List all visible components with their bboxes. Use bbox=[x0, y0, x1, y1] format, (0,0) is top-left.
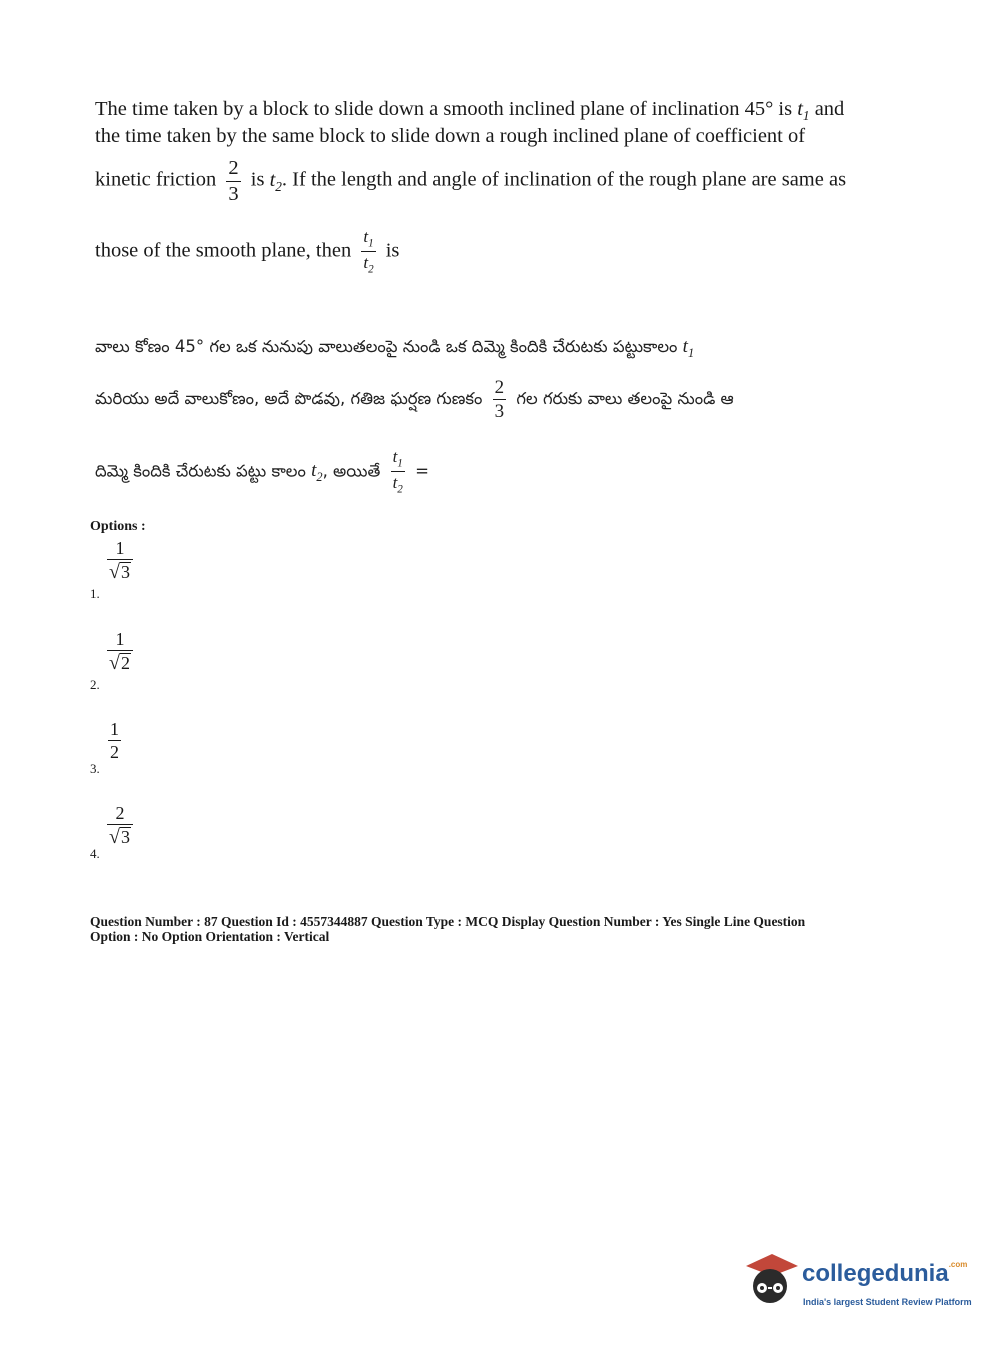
option-3-number: 3. bbox=[90, 761, 100, 776]
options-label: Options : bbox=[90, 519, 146, 534]
fraction-numerator: 1 bbox=[115, 629, 125, 649]
sqrt: √ 3 bbox=[107, 824, 133, 847]
option-4-number: 4. bbox=[90, 846, 100, 861]
question-text: and bbox=[814, 98, 845, 120]
sqrt: √ 2 bbox=[107, 650, 133, 673]
question-text-telugu: , అయితే bbox=[322, 461, 381, 481]
question-text: the time taken by the same block to slide down a rough inclined plane of coefficient of bbox=[95, 125, 806, 147]
question-meta bbox=[90, 914, 890, 944]
fraction-denominator: 3 bbox=[494, 401, 505, 422]
fraction-numerator: 1 bbox=[110, 719, 119, 739]
equals-sign: = bbox=[415, 461, 429, 481]
fraction-denominator: 3 bbox=[228, 182, 239, 205]
question-text-telugu: మరియు అదే వాలుకోణం, అదే పొడవు, గతిజ ఘర్షణ గుణకం bbox=[95, 389, 483, 408]
fraction-numerator: 1 bbox=[115, 538, 125, 558]
friction-fraction bbox=[226, 158, 240, 204]
ratio-fraction: $\frac{t_1}{t_2}$ bbox=[392, 447, 403, 496]
fraction-numerator: 2 bbox=[494, 377, 505, 398]
fraction-numerator: 2 bbox=[115, 803, 125, 823]
question-te-line-3 bbox=[95, 448, 429, 496]
question-te-line-1 bbox=[95, 336, 694, 361]
question-text-telugu: వాలు కోణం 45° గల ఒక నునుపు వాలుతలంపై నుండి ఒక దిమ్మె కిందికి చేరుటకు పట్టుకాలం bbox=[95, 337, 678, 356]
question-en-line-2 bbox=[95, 123, 805, 150]
logo-tagline: India's largest Student Review Platform bbox=[803, 1297, 972, 1307]
question-text: is bbox=[385, 239, 400, 262]
collegedunia-logo[interactable] bbox=[742, 1250, 972, 1310]
meta-line-2: Option : No Option Orientation : Vertical bbox=[90, 929, 330, 944]
question-te-line-2 bbox=[95, 378, 734, 421]
question-text: kinetic friction bbox=[95, 168, 217, 191]
fraction-numerator: 2 bbox=[228, 157, 239, 179]
var-t1: $t_1$ bbox=[797, 98, 810, 124]
option-2-fraction[interactable] bbox=[107, 630, 133, 673]
option-3-fraction[interactable] bbox=[108, 720, 121, 761]
question-en-line-4 bbox=[95, 228, 399, 276]
meta-line-1: Question Number : 87 Question Id : 4557344887 Question Type : MCQ Display Question Number : Yes Single Line Question bbox=[90, 914, 806, 929]
question-text-telugu: గల గరుకు వాలు తలంపై నుండి ఆ bbox=[516, 389, 734, 408]
option-1-fraction[interactable] bbox=[107, 539, 133, 582]
question-text: . If the length and angle of inclination of the rough plane are same as bbox=[281, 168, 847, 191]
var-t2: $t_2$ bbox=[269, 168, 282, 194]
ratio-fraction: $\frac{t_1}{t_2}$ bbox=[363, 227, 374, 276]
mascot-icon bbox=[742, 1250, 800, 1310]
sqrt: √ 3 bbox=[107, 559, 133, 582]
var-t1: $t_1$ bbox=[682, 336, 695, 360]
question-en-line-3 bbox=[95, 158, 846, 204]
question-text: those of the smooth plane, then bbox=[95, 239, 352, 262]
option-4-fraction[interactable] bbox=[107, 804, 133, 847]
var-t2: $t_2$ bbox=[311, 460, 323, 485]
question-text-telugu: దిమ్మె కిందికి చేరుటకు పట్టు కాలం bbox=[95, 461, 306, 481]
friction-fraction bbox=[493, 378, 507, 421]
logo-wordmark: collegedunia$^{.com}$ bbox=[802, 1260, 968, 1287]
option-2-number: 2. bbox=[90, 677, 100, 692]
fraction-denominator: 2 bbox=[110, 742, 119, 762]
question-text: The time taken by a block to slide down a smooth inclined plane of inclination 45° is bbox=[95, 98, 793, 120]
question-text: is bbox=[250, 168, 265, 191]
option-1-number: 1. bbox=[90, 586, 100, 601]
